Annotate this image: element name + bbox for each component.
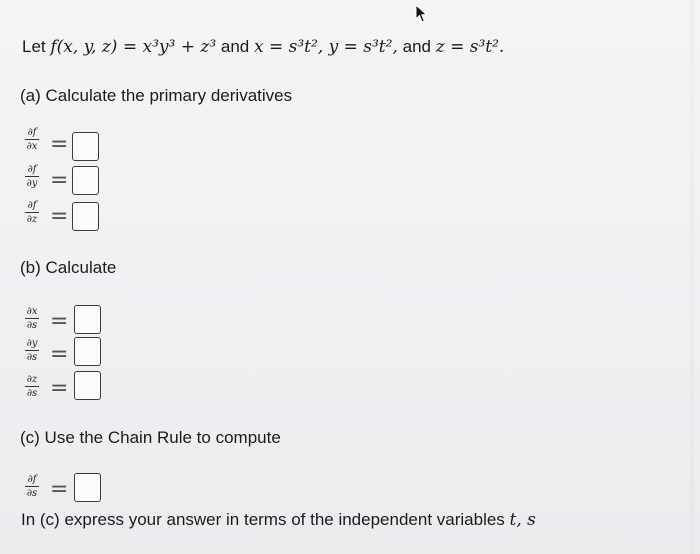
part-c-heading: (c) Use the Chain Rule to compute xyxy=(20,428,281,447)
derivative-fraction: $\frac{\partial f}{\partial x}$ xyxy=(26,127,38,152)
answer-box-dx-ds[interactable] xyxy=(74,305,101,334)
derivative-fraction: $\frac{\partial y}{\partial s}$ xyxy=(26,338,38,363)
derivative-fraction: $\frac{\partial f}{\partial s}$ xyxy=(26,474,38,499)
derivative-fraction: $\frac{\partial x}{\partial s}$ xyxy=(26,306,38,331)
equals-sign: = xyxy=(50,204,69,229)
equals-sign: = xyxy=(50,477,69,502)
derivative-fraction: $\frac{\partial f}{\partial z}$ xyxy=(26,200,38,225)
intro-text: Let xyxy=(22,37,46,56)
answer-box-dy-ds[interactable] xyxy=(74,337,101,366)
and-text-1: and xyxy=(220,37,250,56)
answer-box-df-ds[interactable] xyxy=(74,473,101,502)
equals-sign: = xyxy=(50,342,69,367)
equals-sign: = xyxy=(50,168,69,193)
answer-box-df-dz[interactable] xyxy=(72,202,99,231)
answer-box-dz-ds[interactable] xyxy=(74,371,101,400)
arrow-cursor-icon xyxy=(414,4,428,24)
xy-definition: x = s³t², y = s³t², xyxy=(253,37,398,57)
equals-sign: = xyxy=(50,309,69,334)
problem-statement xyxy=(22,37,504,57)
derivative-fraction: $\frac{\partial f}{\partial y}$ xyxy=(26,164,38,189)
and-text-2: and xyxy=(402,37,431,56)
scrollbar-track[interactable] xyxy=(688,0,694,554)
equals-sign: = xyxy=(50,376,69,401)
answer-box-df-dy[interactable] xyxy=(72,166,99,195)
note-text: In (c) express your answer in terms of the independent variables xyxy=(21,510,505,529)
z-definition: z = s³t². xyxy=(435,37,505,57)
function-definition: f(x, y, z) = x³y³ + z³ xyxy=(50,37,217,57)
note-variables: t, s xyxy=(509,510,536,530)
part-c-note xyxy=(21,510,536,530)
derivative-fraction: $\frac{\partial z}{\partial s}$ xyxy=(26,374,38,399)
part-b-heading: (b) Calculate xyxy=(20,258,117,277)
answer-box-df-dx[interactable] xyxy=(72,132,99,161)
equals-sign: = xyxy=(50,132,69,157)
part-a-heading: (a) Calculate the primary derivatives xyxy=(20,86,293,105)
